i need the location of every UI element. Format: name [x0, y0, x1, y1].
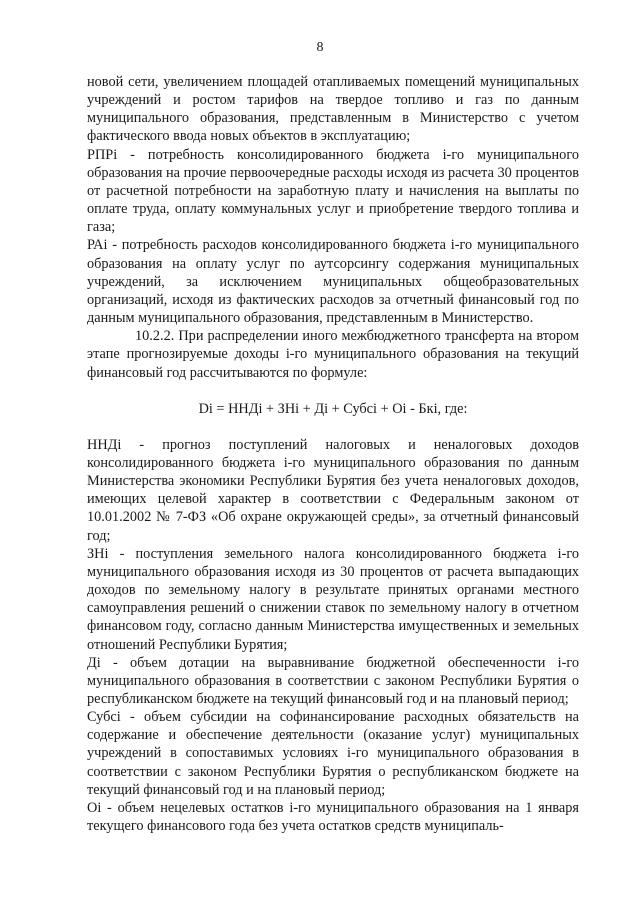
paragraph-rpr-definition: РПРi - потребность консолидированного бюджета i-го муниципального образования на прочие первоочередные расходы исходя из расчета 30 процентов от расчетной потребности на заработную плату и начисления на выплаты по оплате труда, оплату коммунальных услуг и приобретение твердого топлива и газа; [87, 146, 579, 236]
paragraph-nnd-definition: ННДi - прогноз поступлений налоговых и неналоговых доходов консолидированного бюджета i-го муниципального образования по данным Министерства экономики Республики Бурятия без учета неналоговых доходов, имеющих целевой характер в соответствии с Федеральным законом от 10.01.2002 № 7-ФЗ «Об охране окружающей среды», за отчетный финансовый год; [87, 436, 579, 544]
paragraph-section-10-2-2: 10.2.2. При распределении иного межбюджетного трансферта на втором этапе прогнозируемые доходы i-го муниципального образования на текущий финансовый год рассчитываются по формуле: [87, 328, 579, 381]
paragraph-d-definition: Дi - объем дотации на выравнивание бюджетной обеспеченности i-го муниципального образования в соответствии с законом Республики Бурятия о республиканском бюджете на текущий финансовый год и на плановый период; [87, 654, 579, 707]
page-number: 8 [316, 40, 324, 55]
paragraph-continuation: новой сети, увеличением площадей отапливаемых помещений муниципальных учреждений и ростом тарифов на твердое топливо и газ по данным муниципального образования, представленным в Министерство с учетом фактического ввода новых объектов в эксплуатацию; [87, 74, 579, 145]
paragraph-subs-definition: Субсi - объем субсидии на софинансирование расходных обязательств на содержание и обеспечение деятельности (оказание услуг) муниципальных учреждений в сопоставимых условиях i-го муниципального образования в соответствии с законом Республики Бурятия о республиканском бюджете на текущий финансовый год и на плановый период; [87, 709, 579, 798]
paragraph-zn-definition: ЗНi - поступления земельного налога консолидированного бюджета i-го муниципального образования исходя из 30 процентов от расчета выпадающих доходов по земельному налогу в результате принятых органами местного самоуправления решений о снижении ставок по земельному налогу в отчетном финансовом году, согласно данным Министерства имущественных и земельных отношений Республики Бурятия; [87, 545, 579, 653]
formula: Di = ННДi + ЗНi + Дi + Субсi + Оi - Бкi, где: [198, 400, 468, 417]
paragraph-o-definition: Оi - объем нецелевых остатков i-го муниципального образования на 1 января текущего финансового года без учета остатков средств муниципаль- [87, 799, 579, 835]
document-body [87, 73, 579, 835]
paragraph-ra-definition: РАi - потребность расходов консолидированного бюджета i-го муниципального образования на оплату услуг по аутсорсингу содержания муниципальных учреждений, за исключением муниципальных общеобразовательных организаций, исходя из фактических расходов за отчетный финансовый год по данным муниципального образования, представленным в Министерство. [87, 237, 579, 327]
